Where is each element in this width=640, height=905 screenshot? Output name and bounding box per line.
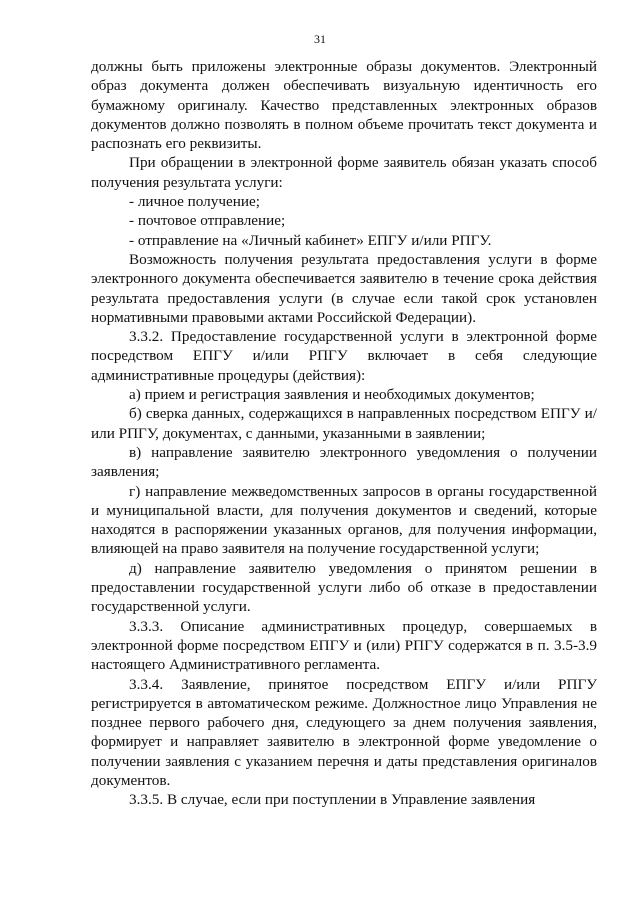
paragraph-3-3-3: 3.3.3. Описание административных процедур, совершаемых в электронной форме посредством ЕПГУ и (или) РПГУ содержатся в п. 3.5-3.9 настоящего Административного регламента.	[91, 617, 597, 674]
paragraph-continuation: должны быть приложены электронные образы документов. Электронный образ документа должен обеспечивать визуальную идентичность его бумажному оригиналу. Качество представленных электронных образов документов должно позволять в полном объеме прочитать текст документа и распознать его реквизиты.	[91, 58, 597, 153]
list-item-personal: - личное получение;	[129, 193, 260, 211]
list-item-v: в) направление заявителю электронного уведомления о получении заявления;	[91, 443, 597, 481]
document-body	[91, 57, 597, 810]
page-number: 31	[314, 32, 326, 46]
paragraph-electronic-result: Возможность получения результата предоставления услуги в форме электронного документа обеспечивается заявителю в течение срока действия результата предоставления услуги (в случае если такой срок установлен нормативными правовыми актами Российской Федерации).	[91, 250, 597, 326]
paragraph-3-3-2: 3.3.2. Предоставление государственной услуги в электронной форме посредством ЕПГУ и/или РПГУ включает в себя следующие административные процедуры (действия):	[91, 328, 597, 384]
list-item-a: а) прием и регистрация заявления и необходимых документов;	[129, 386, 535, 404]
paragraph-3-3-4: 3.3.4. Заявление, принятое посредством ЕПГУ и/или РПГУ регистрируется в автоматическом режиме. Должностное лицо Управления не позднее первого рабочего дня, следующего за днем получения заявления, формирует и направляет заявителю в электронной форме уведомление о получении заявления с указанием перечня и даты представления оригиналов документов.	[91, 675, 597, 789]
list-item-g: г) направление межведомственных запросов в органы государственной и муниципальной власти, для получения документов и сведений, которые находятся в распоряжении указанных органов, для получения информации, влияющей на право заявителя на получение государственной услуги;	[91, 482, 597, 558]
list-item-cabinet: - отправление на «Личный кабинет» ЕПГУ и/или РПГУ.	[129, 231, 492, 249]
list-item-d: д) направление заявителю уведомления о принятом решении в предоставлении государственной услуги либо об отказе в предоставлении государственной услуги.	[91, 559, 597, 616]
paragraph-result-method: При обращении в электронной форме заявитель обязан указать способ получения результата услуги:	[91, 154, 597, 191]
list-item-b: б) сверка данных, содержащихся в направленных посредством ЕПГУ и/или РПГУ, документах, с данными, указанными в заявлении;	[91, 405, 597, 442]
list-item-postal: - почтовое отправление;	[129, 212, 286, 230]
paragraph-3-3-5: 3.3.5. В случае, если при поступлении в Управление заявления	[129, 791, 536, 809]
